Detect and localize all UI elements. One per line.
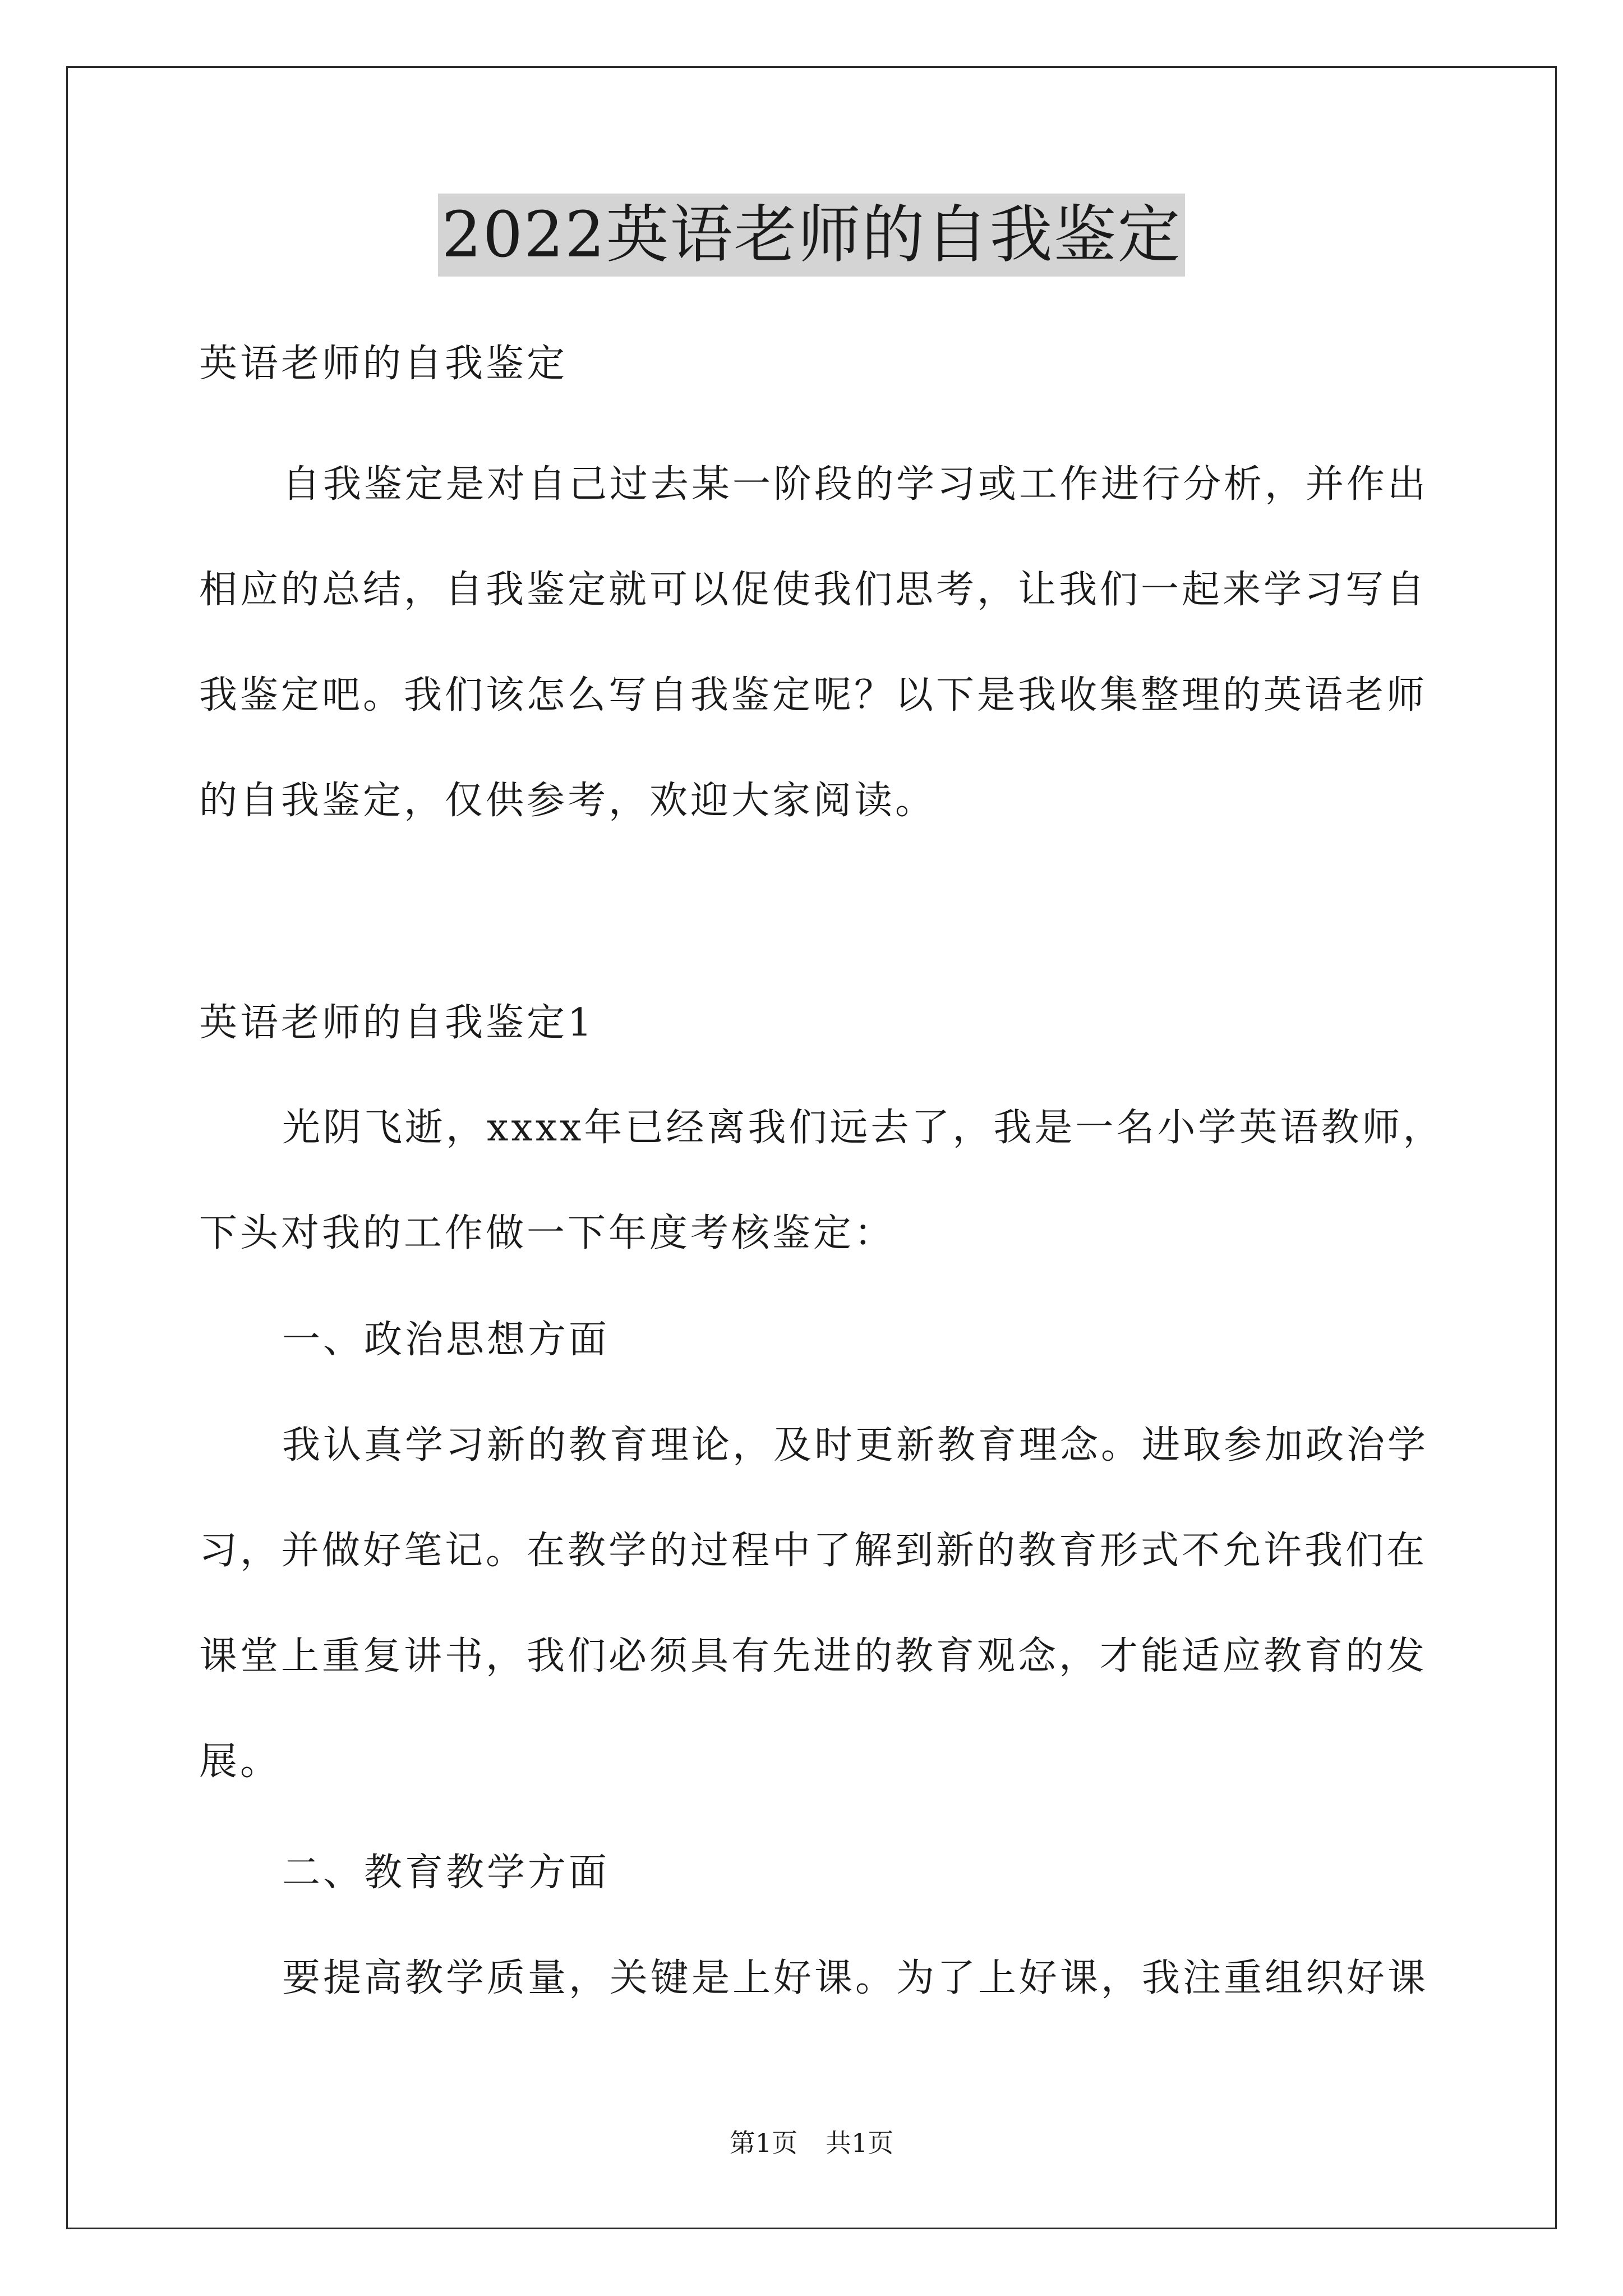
- page-total: 共1页: [826, 2128, 894, 2158]
- paragraph-line: 习，并做好笔记。在教学的过程中了解到新的教育形式不允许我们在: [199, 1529, 1428, 1573]
- paragraph-line: 我认真学习新的教育理论，及时更新教育理念。进取参加政治学: [282, 1423, 1429, 1467]
- part-heading-text: 二、教育教学方面: [282, 1851, 610, 1895]
- subtitle: [199, 311, 1455, 417]
- subtitle-text: 英语老师的自我鉴定: [199, 342, 568, 386]
- paragraph-line: 课堂上重复讲书，我们必须具有先进的教育观念，才能适应教育的发: [199, 1634, 1428, 1678]
- paragraph-line: 相应的总结，自我鉴定就可以促使我们思考，让我们一起来学习写自: [199, 568, 1428, 612]
- paragraph-line: 要提高教学质量，关键是上好课。为了上好课，我注重组织好课: [282, 1956, 1429, 2000]
- page-number: 第1页: [729, 2128, 797, 2158]
- paragraph-line: 展。: [199, 1740, 282, 1784]
- part2-heading: [199, 1820, 1455, 1926]
- section-heading-text: 英语老师的自我鉴定1: [199, 1001, 595, 1045]
- intro-paragraph: [199, 432, 1455, 854]
- paragraph-line: 我鉴定吧。我们该怎么写自我鉴定呢？以下是我收集整理的英语老师: [199, 673, 1428, 717]
- title-container: [0, 194, 1623, 277]
- paragraph-line: 下头对我的工作做一下年度考核鉴定：: [199, 1211, 896, 1255]
- section-heading: [199, 970, 1455, 1076]
- part2-paragraph: [199, 1926, 1455, 2031]
- paragraph-line: 光阴飞逝，xxxx年已经离我们远去了，我是一名小学英语教师，: [282, 1106, 1444, 1150]
- paragraph-line: 的自我鉴定，仅供参考，欢迎大家阅读。: [199, 779, 937, 823]
- part1-heading: [199, 1287, 1455, 1393]
- section1-paragraph: [199, 1075, 1455, 1286]
- document-title: 2022英语老师的自我鉴定: [438, 194, 1184, 277]
- part1-paragraph: [199, 1393, 1455, 1815]
- part-heading-text: 一、政治思想方面: [282, 1318, 610, 1362]
- paragraph-line: 自我鉴定是对自己过去某一阶段的学习或工作进行分析，并作出: [282, 462, 1429, 507]
- page-footer: [0, 2126, 1623, 2160]
